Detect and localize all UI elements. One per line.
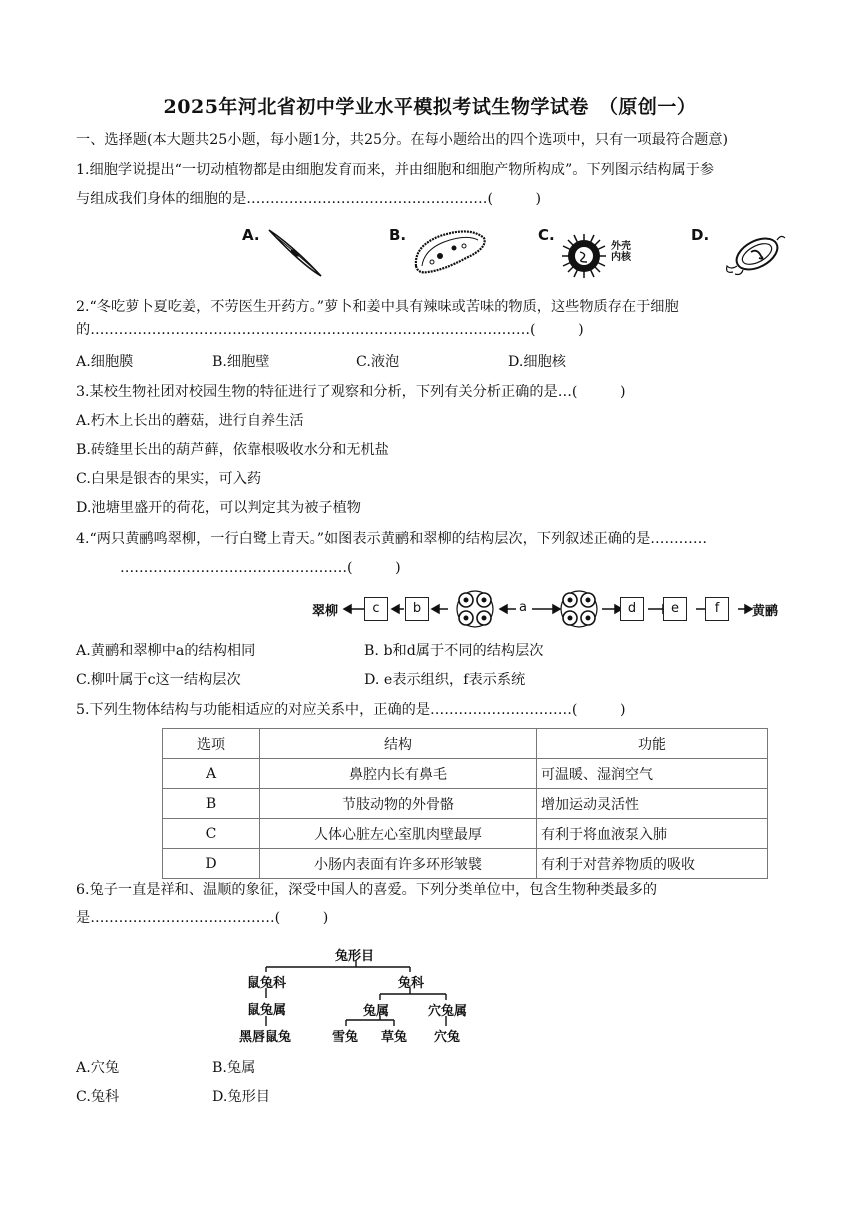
chain-label-willow: 翠柳 (312, 604, 339, 619)
q4-option-d: D. e表示组织，f表示系统 (364, 672, 526, 688)
tree-genus-oryctolagus: 穴兔属 (428, 1004, 468, 1019)
bacterium-image (725, 230, 787, 276)
virus-label-core: 内核 (611, 252, 631, 263)
table-row (163, 759, 768, 789)
tree-family-rabbit: 兔科 (398, 976, 425, 991)
table-header-row (163, 729, 768, 759)
chain-box-d: d (620, 597, 644, 621)
q1-label-a: A. (242, 226, 260, 244)
q4-stem-line1: 4.“两只黄鹂鸣翠柳，一行白鹭上青天。”如图表示黄鹂和翠柳的结构层次，下列叙述正确的是………… (76, 531, 708, 547)
tree-species-grass-hare: 草兔 (381, 1030, 408, 1045)
table-cell: D (163, 849, 260, 879)
table-cell: 小肠内表面有许多环形皱襞 (260, 849, 537, 879)
table-row (163, 819, 768, 849)
chain-label-a: a (519, 600, 527, 615)
q6-option-c: C.兔科 (76, 1089, 120, 1105)
q2-stem-line1: 2.“冬吃萝卜夏吃姜，不劳医生开药方。”萝卜和姜中具有辣味或苦味的物质，这些物质存在于细胞 (76, 299, 679, 315)
q6-option-a: A.穴兔 (76, 1060, 120, 1076)
q4-option-a: A.黄鹂和翠柳中a的结构相同 (76, 643, 256, 659)
table-cell: C (163, 819, 260, 849)
virus-label-shell: 外壳 (611, 241, 631, 252)
section-heading: 一、选择题(本大题共25小题，每小题1分，共25分。在每小题给出的四个选项中，只有一项最符合题意) (76, 132, 729, 148)
table-header-function: 功能 (537, 729, 768, 759)
q3-option-d: D.池塘里盛开的荷花，可以判定其为被子植物 (76, 500, 361, 516)
q4-stem-line2: …………………………………………( ) (120, 560, 401, 576)
q3-option-a: A.朽木上长出的蘑菇，进行自养生活 (76, 413, 304, 429)
tree-species-rabbit: 穴兔 (434, 1030, 461, 1045)
chain-box-e: e (663, 597, 687, 621)
q6-option-d: D.兔形目 (212, 1089, 270, 1105)
q6-stem-line2: 是…………………………………( ) (76, 910, 329, 926)
q2-option-a: A.细胞膜 (76, 354, 134, 370)
table-cell: 人体心脏左心室肌肉壁最厚 (260, 819, 537, 849)
q1-label-c: C. (538, 226, 555, 244)
table-cell: B (163, 789, 260, 819)
table-row (163, 849, 768, 879)
q4-option-c: C.柳叶属于c这一结构层次 (76, 672, 241, 688)
tree-genus-lepus: 兔属 (363, 1004, 390, 1019)
q3-option-c: C.白果是银杏的果实，可入药 (76, 471, 262, 487)
tree-root: 兔形目 (335, 949, 375, 964)
virus-image (560, 232, 608, 280)
paramecium-image (410, 226, 490, 278)
q1-label-b: B. (389, 226, 407, 244)
table-header-structure: 结构 (260, 729, 537, 759)
q2-option-b: B.细胞壁 (212, 354, 270, 370)
table-cell: A (163, 759, 260, 789)
chain-box-f: f (705, 597, 729, 621)
page-title: 2025年河北省初中学业水平模拟考试生物学试卷 （原创一） (163, 96, 697, 118)
table-cell: 可温暖、湿润空气 (537, 759, 768, 789)
q2-option-c: C.液泡 (356, 354, 400, 370)
table-cell: 增加运动灵活性 (537, 789, 768, 819)
table-cell: 节肢动物的外骨骼 (260, 789, 537, 819)
q4-option-b: B. b和d属于不同的结构层次 (364, 643, 544, 659)
q6-stem-line1: 6.兔子一直是祥和、温顺的象征，深受中国人的喜爱。下列分类单位中，包含生物种类最多的 (76, 882, 658, 898)
table-header-option: 选项 (163, 729, 260, 759)
q1-stem-line1: 1.细胞学说提出“一切动植物都是由细胞发育而来，并由细胞和细胞产物所构成”。下列图示结构属于参 (76, 162, 715, 178)
q2-option-d: D.细胞核 (508, 354, 566, 370)
tree-family-pika: 鼠兔科 (247, 976, 287, 991)
table-cell: 有利于对营养物质的吸收 (537, 849, 768, 879)
chain-box-b: b (405, 597, 429, 621)
table-cell: 有利于将血液泵入肺 (537, 819, 768, 849)
q1-stem-line2: 与组成我们身体的细胞的是……………………………………………( ) (76, 191, 542, 207)
q3-option-b: B.砖缝里长出的葫芦藓，依靠根吸收水分和无机盐 (76, 442, 389, 458)
q5-stem: 5.下列生物体结构与功能相适应的对应关系中，正确的是…………………………( ) (76, 702, 626, 718)
q3-stem: 3.某校生物社团对校园生物的特征进行了观察和分析，下列有关分析正确的是…( ) (76, 384, 626, 400)
q5-table (162, 728, 768, 879)
q1-label-d: D. (691, 226, 710, 244)
tree-species-black-lipped-pika: 黑唇鼠兔 (239, 1030, 292, 1045)
q6-option-b: B.兔属 (212, 1060, 256, 1076)
tree-genus-pika: 鼠兔属 (247, 1003, 287, 1018)
chain-box-c: c (364, 597, 388, 621)
chain-label-oriole: 黄鹂 (752, 604, 779, 619)
spindle-cell-image (265, 224, 325, 282)
table-row (163, 789, 768, 819)
table-cell: 鼻腔内长有鼻毛 (260, 759, 537, 789)
q2-stem-line2: 的…………………………………………………………………………………( ) (76, 322, 584, 338)
tree-species-snow-hare: 雪兔 (332, 1030, 359, 1045)
